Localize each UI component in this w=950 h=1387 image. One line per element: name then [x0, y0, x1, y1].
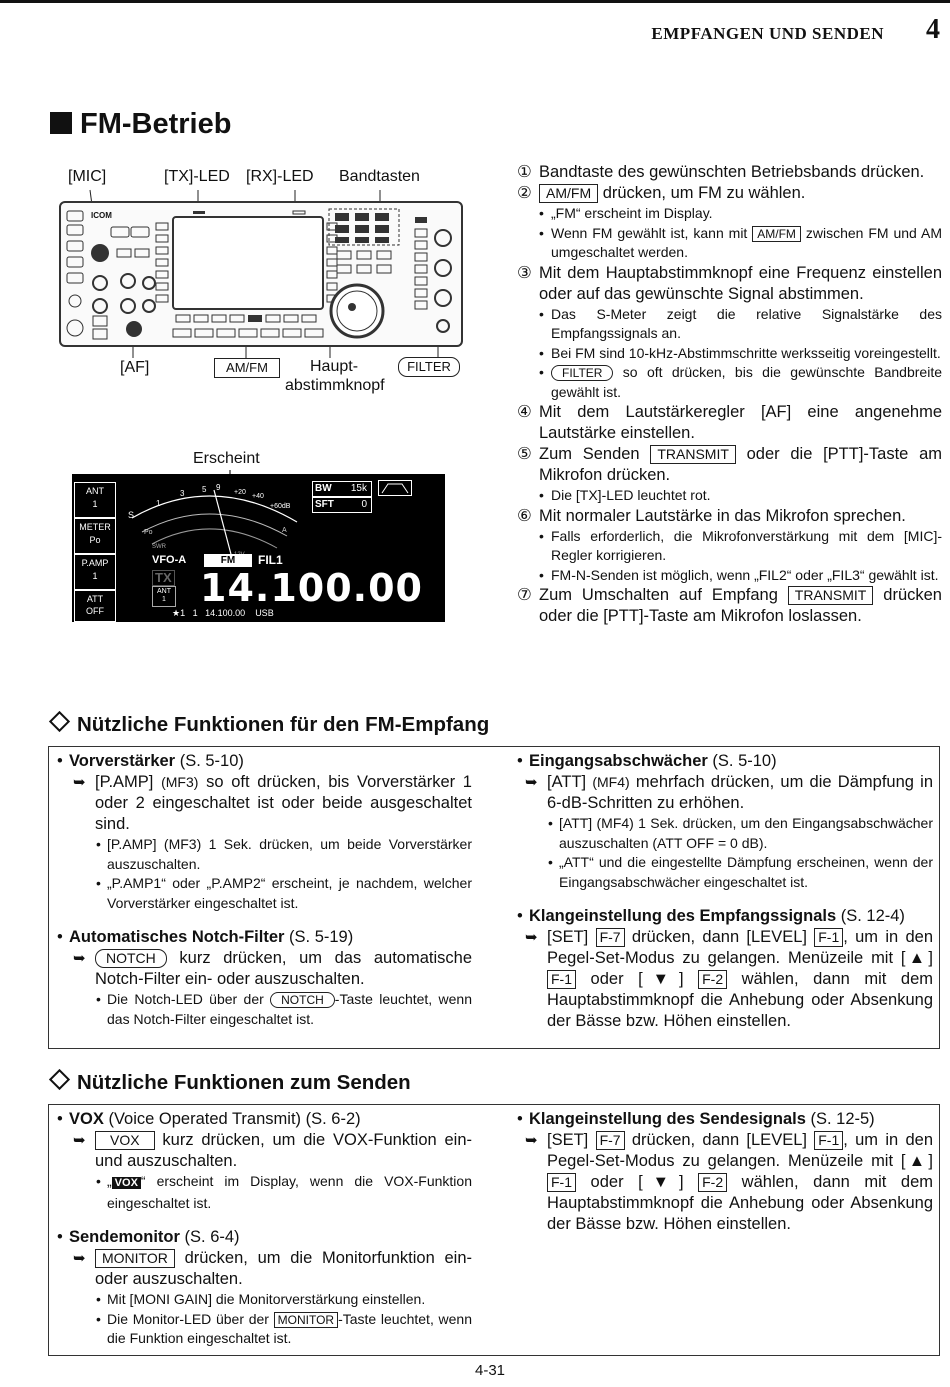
monitor-bullet-2: • Die Monitor-LED über der MONITOR -Taste leuchtet, wenn die Funktion eingeschaltet ist.: [96, 1310, 473, 1346]
step-5-sub-1: • Die [TX]-LED leuchtet rot.: [539, 487, 711, 503]
side-button-att: ATT OFF: [74, 590, 116, 622]
send-left-col: [57, 1107, 472, 1349]
page-number: 4-31: [475, 1362, 506, 1379]
svg-text:Po: Po: [144, 529, 153, 536]
att-bullet-2: • „ATT“ und die eingestellte Dämpfung erscheinen, wenn der Eingangsabschwächer eingeschaltet ist.: [548, 854, 933, 890]
svg-text:5: 5: [202, 485, 207, 494]
notch-heading: • Automatisches Notch-Filter (S. 5-19): [57, 928, 354, 946]
radio-front-panel: [59, 201, 463, 347]
preamp-body: ➥ [P.AMP] (MF3) so oft drücken, bis Vorverstärker 1 oder 2 eingeschaltet ist oder beide ausgeschaltet sind.: [73, 773, 472, 833]
step-2-sub-1: • „FM“ erscheint im Display.: [539, 205, 713, 221]
recv-right-col: [517, 749, 933, 1032]
mode-indicator: FM: [204, 554, 252, 567]
step-6: ⑥ Mit normaler Lautstärke in das Mikrofon sprechen.: [517, 506, 906, 525]
svg-text:1: 1: [156, 499, 161, 508]
monitor-heading: • Sendemonitor (S. 6-4): [57, 1228, 240, 1246]
att-bullet-1: • [ATT] (MF4) 1 Sek. drücken, um den Eingangsabschwächer auszuschalten (ATT OFF = 0 dB).: [548, 815, 933, 851]
svg-text:9: 9: [216, 483, 221, 492]
filter-shape-icon: [378, 480, 412, 496]
label-tx-led: [TX]-LED: [164, 168, 230, 185]
section-title: FM-Betrieb: [50, 108, 231, 141]
label-band-keys: Bandtasten: [339, 168, 420, 185]
label-amfm-key: AM/FM: [214, 358, 280, 378]
vfo-label: VFO-A: [152, 554, 187, 566]
svg-text:SWR: SWR: [152, 544, 166, 550]
label-af: [AF]: [120, 359, 150, 376]
svg-text:+20: +20: [234, 489, 246, 496]
send-box: [48, 1104, 940, 1356]
notch-bullet-1: • Die Notch-LED über der NOTCH -Taste leuchtet, wenn das Notch-Filter eingeschaltet ist.: [96, 991, 473, 1027]
att-body: ➥ [ATT] (MF4) mehrfach drücken, um die Dämpfung in 6-dB-Schritten zu erhöhen.: [525, 773, 933, 812]
step-3-sub-3: • FILTER so oft drücken, bis die gewünschte Bandbreite gewählt ist.: [539, 364, 942, 400]
step-3-sub-2: • Bei FM sind 10-kHz-Abstimmschritte werksseitig voreingestellt.: [539, 344, 941, 361]
radio-panel-drawing: [61, 203, 461, 345]
display-screen: [72, 474, 445, 622]
label-erscheint: Erscheint: [193, 450, 260, 467]
sft-indicator: SFT 0: [312, 497, 372, 513]
step-4: ④ Mit dem Lautstärkeregler [AF] eine angenehme Lautstärke einstellen.: [517, 403, 942, 442]
svg-text:+40: +40: [252, 493, 264, 500]
step-5: ⑤ Zum Senden TRANSMIT oder die [PTT]-Taste am Mikrofon drücken.: [517, 445, 942, 484]
label-main-dial-1: Haupt-: [310, 358, 359, 375]
label-mic: [MIC]: [68, 168, 107, 185]
preamp-bullet-1: • [P.AMP] (MF3) 1 Sek. drücken, um beide Vorverstärker auszuschalten.: [96, 836, 472, 872]
chapter-title: EMPFANGEN UND SENDEN: [651, 24, 884, 43]
step-3: ③ Mit dem Hauptabstimmknopf eine Frequenz einstellen oder auf das gewünschte Signal abstimmen.: [517, 263, 942, 303]
recv-section-title: Nützliche Funktionen für den FM-Empfang: [48, 713, 489, 737]
label-filter-key: FILTER: [398, 357, 460, 377]
bw-indicator: BW 15k: [312, 481, 372, 497]
label-rx-led: [RX]-LED: [246, 168, 314, 185]
label-main-dial-2: abstimmknopf: [285, 377, 385, 394]
step-2: ② AM/FM drücken, um FM zu wählen.: [517, 184, 806, 202]
steps-list: [517, 162, 942, 627]
vox-tag-icon: VOX: [112, 1177, 141, 1189]
preamp-heading: • Vorverstärker (S. 5-10): [57, 752, 244, 770]
tx-indicator: TX: [152, 570, 175, 586]
step-7: ⑦ Zum Umschalten auf Empfang TRANSMIT drücken oder die [PTT]-Taste am Mikrofon loslassen.: [517, 586, 942, 625]
vox-bullet-1: • „ VOX “ erscheint im Display, wenn die VOX-Funktion eingeschaltet ist.: [96, 1173, 472, 1211]
svg-text:A: A: [282, 527, 287, 534]
vox-body: ➥ VOX kurz drücken, um die VOX-Funktion ein- und auszuschalten.: [73, 1131, 472, 1170]
notch-body: ➥ NOTCH kurz drücken, um das automatische Notch-Filter ein- oder auszuschalten.: [73, 949, 472, 988]
vox-heading: • VOX (Voice Operated Transmit) (S. 6-2): [57, 1110, 361, 1128]
radio-logo: ICOM: [91, 211, 112, 220]
diamond-icon: [49, 1069, 70, 1090]
meter-s-label: S: [128, 510, 135, 520]
step-3-sub-1: • Das S-Meter zeigt die relative Signalstärke des Empfangssignals an.: [539, 305, 942, 341]
svg-text:3: 3: [180, 489, 185, 498]
att-heading: • Eingangsabschwächer (S. 5-10): [517, 752, 777, 770]
tx-tone-heading: • Klangeinstellung des Sendesignals (S. 12-5): [517, 1110, 875, 1128]
diamond-icon: [49, 711, 70, 732]
send-right-col: [517, 1107, 933, 1235]
svg-text:+60dB: +60dB: [270, 503, 291, 510]
recv-left-col: [57, 749, 472, 1029]
step-2-sub-2: • Wenn FM gewählt ist, kann mit AM/FM zwischen FM und AM umgeschaltet werden.: [539, 224, 942, 260]
monitor-body: ➥ MONITOR drücken, um die Monitorfunktion ein- oder auszuschalten.: [73, 1249, 472, 1288]
ant-indicator: ANT 1: [152, 586, 176, 607]
tx-tone-body: ➥ [SET] F-7 drücken, dann [LEVEL] F-1 , um in den Pegel-Set-Modus zu gelangen. Menüzeile mit [▲] F-1 oder [▼] F-2 wählen, dann mit dem Hauptabstimmknopf die Anhebung oder Absenkung der Bässe bzw. Höhen einstellen.: [525, 1131, 934, 1233]
recv-box: [48, 746, 940, 1049]
memo-line: ★1 1 14.100.00 USB: [172, 608, 274, 618]
step-6-sub-1: • Falls erforderlich, die Mikrofonverstärkung mit dem [MIC]-Regler korrigieren.: [539, 527, 942, 563]
side-button-ant: ANT 1: [74, 482, 116, 518]
filter-indicator: FIL1: [258, 553, 283, 567]
rx-tone-heading: • Klangeinstellung des Empfangssignals (S. 12-4): [517, 907, 905, 925]
side-button-meter: METER Po: [74, 518, 116, 554]
preamp-bullet-2: • „P.AMP1“ oder „P.AMP2“ erscheint, je nachdem, welcher Vorverstärker eingeschaltet ist.: [96, 875, 472, 911]
step-1: ① Bandtaste des gewünschten Betriebsbands drücken.: [517, 163, 925, 181]
chapter-number: 4: [926, 14, 940, 45]
rx-tone-body: ➥ [SET] F-7 drücken, dann [LEVEL] F-1 , um in den Pegel-Set-Modus zu gelangen. Menüzeile mit [▲] F-1 oder [▼] F-2 wählen, dann mit dem Hauptabstimmknopf die Anhebung oder Absenkung der Bässe bzw. Höhen einstellen.: [525, 928, 934, 1030]
step-6-sub-2: • FM-N-Senden ist möglich, wenn „FIL2“ oder „FIL3“ gewählt ist.: [539, 566, 939, 583]
monitor-bullet-1: • Mit [MONI GAIN] die Monitorverstärkung einstellen.: [96, 1291, 426, 1307]
meter-arc: [122, 480, 307, 560]
send-section-title: Nützliche Funktionen zum Senden: [48, 1071, 411, 1095]
frequency-readout: 14.100.00: [200, 566, 423, 610]
side-button-pamp: P.AMP 1: [74, 554, 116, 590]
